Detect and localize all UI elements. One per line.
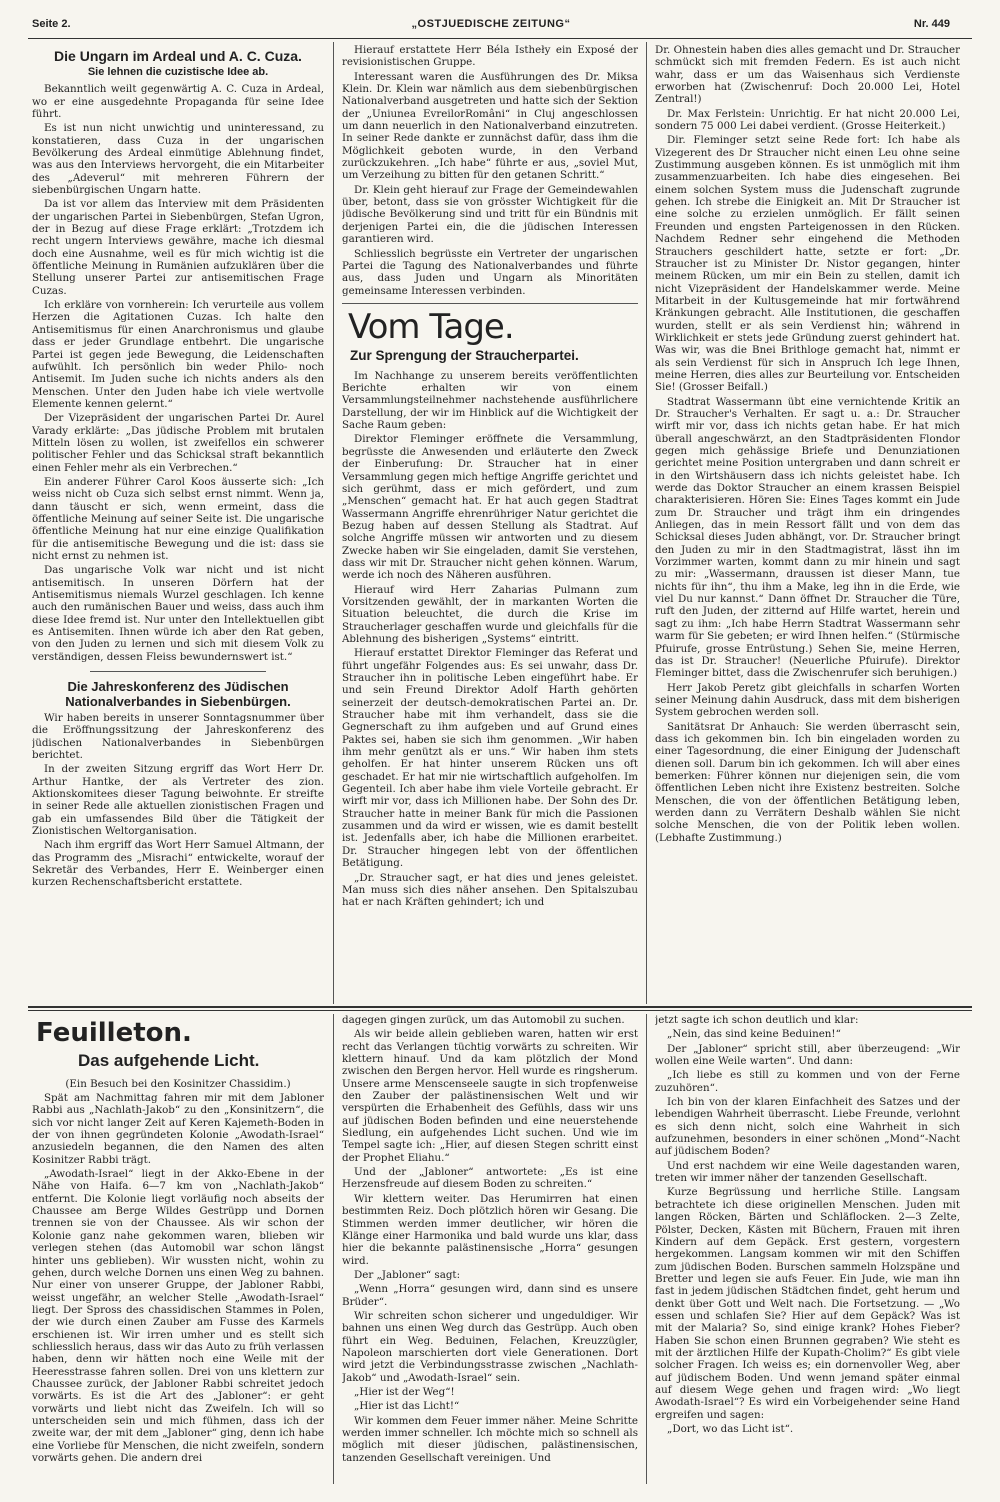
article-subheading: Sie lehnen die cuzistische Idee ab. (87, 66, 269, 79)
feuilleton-column-2 (342, 1014, 638, 1484)
paragraph: dagegen gingen zurück, um das Automobil zu suchen. (342, 1014, 625, 1026)
paragraph: „Hier ist der Weg“! (354, 1385, 455, 1398)
paragraph: Wir klettern weiter. Das Herumirren hat einen bestimmten Reiz. Doch plötzlich hören wir Gesang. Die Stimmen werden immer deutlicher, wir hören die Klänge einer Harmonika und bald wurde uns klar, dass hier die bekannte palästinensische „Horra“ gesungen wird. (342, 1192, 638, 1267)
paragraph: Stadtrat Wassermann übt eine vernichtende Kritik an Dr. Straucher's Verhalten. Er sagt u. a.: Dr. Straucher wirft mir vor, dass ich nichts getan habe. Er hat mich überall angeschwärzt, an den Stadtpräsidenten Flondor gegen mich gehässige Briefe und Denunziationen gerichtet meine Position untergraben und dann schreit er in den Wirtshäusern dass ich nichts geleistet habe. Ich werde das Doktor Straucher an einem krassen Beispiel charakterisieren. Hören Sie: Eines Tages kommt ein Jude zum Dr. Straucher und trägt ihm ein dringendes Anliegen, das in mein Ressort fällt und von dem das Schicksal dieses Juden abhängt, vor. Dr. Straucher bringt den Juden zu mir in den Stadtmagistrat, lässt ihn im Vorzimmer warten, kommt dann zu mir hinein und sagt zu mir: „Wassermann, draussen ist dieser Mann, tue nichts für ihn“, thu ihm a Make, leg ihn in die Erde, wie viel Du nur kannst.“ Dann öffnet Dr. Straucher die Türe, ruft den Juden, der zitternd auf Hilfe wartet, herein und sagt zu ihm: „Ich habe Herrn Stadtrat Wassermann sehr warm für Sie gebeten; er wird Ihnen helfen.“ (Stürmische Pfuirufe, grosse Entrüstung.) Sehen Sie, meine Herren, das ist Dr. Straucher! (Neuerliche Pfuirufe). Direktor Fleminger bittet, dass die Zwischenrufer sich beruhigen.) (655, 395, 960, 680)
paragraph: Das ungarische Volk war nicht und ist nicht antisemitisch. In unseren Dörfern hat der Antisemitismus niemals Wurzel geschlagen. Ich kenne auch den rumänischen Bauer und weiss, dass auch ihm diese Idee fremd ist. Nur unter den Intellektuellen gibt es Antisemiten. Ihnen würde ich aber den Rat geben, von den Juden zu lernen und sich mit diesem Volk zu verständigen, dessen Fleiss bewundernswert ist.“ (32, 564, 324, 663)
paragraph: Und der „Jabloner“ antwortete: „Es ist eine Herzensfreude auf diesem Boden zu schreiten.“ (342, 1166, 638, 1191)
paragraph: Bekanntlich weilt gegenwärtig A. C. Cuza in Ardeal, wo er eine ausgedehnte Propaganda für seine Idee führt. (32, 83, 324, 120)
paragraph: Dr. Ohnestein haben dies alles gemacht und Dr. Straucher schmückt sich mit fremden Federn. Es ist auch nicht wahr, dass er um das Waisenhaus sich Verdienste erworben hat (Zwischenruf: Doch 20.000 Lei, Hotel Zentral!) (655, 44, 960, 106)
paragraph: Kurze Begrüssung und herrliche Stille. Langsam betrachtete ich diese originellen Menschen. Juden mit langen Röcken, Bärten und Schläflocken. 2—3 Zelte, Pölster, Decken, Kästen mit Büchern, Frauen mit ihren Kindern auf dem Gepäck. Erst gestern, vorgestern hergekommen. Langsam kommen wir mit den Schiffen zum jüdischen Boden. Burschen sammeln Holzspäne und Bretter und legen sie aufs Feuer. Ein Jude, wie man ihn fast in jedem jüdischen Städtchen findet, geht herum und denkt über Gott und Welt nach. Die Fortsetzung. — „Wo essen und schlafen Sie? Hier auf dem Gepäck? Was ist mit der Malaria? So, sind einige krank? Hohes Fieber? Haben Sie schon einen Brunnen gegraben? Wie steht es mit der ärztlichen Hilfe der Kupath-Cholim?“ Es gibt viele solcher Fragen. Ich weiss es; ein dornenvoller Weg, aber auf jüdischem Boden. Und wenn jemand später einmal auf diesem Wege gehen und fragen wird: „Wo liegt Awodath-Israel“? Es wird ein Vorbeigehender seine Hand ergreifen und sagen: (655, 1186, 960, 1421)
paragraph: „Nein, das sind keine Beduinen!“ (667, 1028, 841, 1041)
paragraph: Sanitätsrat Dr Anhauch: Sie werden überrascht sein, dass ich gekommen bin. Ich bin eingeladen worden zu einer Tagesordnung, die einer Einigung der Judenschaft dienen soll. Darum bin ich gekommen. Ich will aber eines bemerken: Führer können nur diejenigen sein, die vom öffentlichen Leben nicht ihre Existenz bestreiten. Solche Menschen, die von der öffentlichen Betätigung leben, werden dann zu Verrätern Deshalb wählen Sie nicht solche Menschen, die von der Politik leben wollen. (Lebhafte Zustimmung.) (655, 720, 960, 844)
column-rule (646, 1014, 647, 1484)
article-heading: Die Ungarn im Ardeal und A. C. Cuza. (54, 48, 302, 64)
paragraph: „Wenn „Horra“ gesungen wird, dann sind es unsere Brüder“. (342, 1283, 638, 1308)
paragraph: Wir haben bereits in unserer Sonntagsnummer über die Eröffnungssitzung der Jahreskonferenz des jüdischen Nationalverbandes in Siebenbürgen berichtet. (32, 711, 324, 761)
paragraph: Dr. Klein geht hierauf zur Frage der Gemeindewahlen über, betont, dass sie von grösster Wichtigkeit für die jüdische Bevölkerung sind und tritt für ein Bündnis mit derjenigen Partei ein, die die jüdischen Interessen garantieren wird. (342, 183, 638, 246)
feuilleton-rule (28, 1010, 972, 1011)
paragraph: jetzt sagte ich schon deutlich und klar: (655, 1014, 859, 1026)
article-column-2 (342, 44, 638, 1002)
article-separator (90, 671, 265, 672)
paragraph: Der „Jabloner“ sagt: (354, 1268, 461, 1281)
paragraph: Der „Jabloner“ spricht still, aber überzeugend: „Wir wollen eine Weile warten“. Und dann: (655, 1042, 960, 1068)
page-header (32, 18, 950, 40)
article-separator (342, 303, 638, 304)
paragraph: Und erst nachdem wir eine Weile dagestanden waren, treten wir immer näher der tanzenden Gesellschaft. (655, 1159, 960, 1185)
paragraph: „Awodath-Israel“ liegt in der Akko-Ebene in der Nähe von Haifa. 6—7 km von „Nachlath-Jakob“ entfernt. Die Kolonie liegt vorläufig noch abseits der Chaussee am Berge Wildes Gestrüpp und Dornen trennen sie von der Chaussee. Als wir schon der Kolonie ganz nahe gekommen waren, blieben wir verlegen stehen (das Automobil war schon längst hinter uns geblieben). Wir wussten nicht, wohin zu gehen, durch welche Dornen uns einen Weg zu bahnen. Nur einer von unserer Gruppe, der Jabloner Rabbi, weisst ungefähr, an welcher Stelle „Awodath-Israel“ liegt. Der Spross des chassidischen Stammes in Polen, der wie durch einen Zauber am Fusse des Karmels erschienen ist. Wir irren umher und es stellt sich schliesslich heraus, dass wir das Auto zu früh verlassen haben, denn wir hätten noch eine Weile mit der Heeresstrasse fahren sollen. Drei von uns klettern zur Chaussee zurück, der Jabloner Rabbi schreitet jedoch vorwärts. Es ist die Art des „Jabloner“: er geht vorwärts und liebt nicht das Zweifeln. Ich will so unterscheiden sein und mich fühmen, dass ich der zweite war, der mit dem „Jabloner“ ging, denn ich habe eine Vorliebe für Menschen, die nicht zweifeln, sondern vorwärts gehen. Die andern drei (32, 1168, 324, 1464)
paragraph: Dir. Fleminger setzt seine Rede fort: Ich habe als Vizegerent des Dr Straucher nicht einen Leu ohne seine Zustimmung ausgeben können. Es ist unmöglich mit ihm zusammenzuarbeiten. Ich habe dies eingesehen. Bei einem solchen System muss die Judenschaft zugrunde gehen. Ich strebe die Einigkeit an. Mit Dr Straucher ist eine solche zu erzielen unmöglich. Er fällt seinen Freunden und engsten Parteigenossen in den Rücken. Nachdem Redner sehr eingehend die Methoden Strauchers geschildert hatte, setzte er fort: „Dr. Straucher ist zu Minister Dr. Nistor gegangen, hinter meinem Rücken, um mir ein Bein zu stellen, damit ich nicht Vizepräsident der Handelskammer werde. Meine Mitarbeit in der Kultusgemeinde hat mir fortwährend Kränkungen gebracht. Alle Institutionen, die geschaffen wurden, stellt er als sein Verdienst hin; während in Wirklichkeit er stets jede Gründung zuerst gehindert hat. Was wir, was die Bnei Brithloge gemacht hat, nimmt er als sein Verdienst für sich in Anspruch Ich lege Ihnen, meine Herren, dies alles zur Beurteilung vor. Entscheiden Sie! (Grosser Beifall.) (655, 134, 960, 394)
paragraph: Der Vizepräsident der ungarischen Partei Dr. Aurel Varady erklärte: „Das jüdische Problem mit brutalen Mitteln lösen zu wollen, ist zweifellos ein schwerer politischer Fehler und das Schicksal straft bekanntlich einen Fehler mehr als ein Verbrechen.“ (32, 412, 324, 474)
paragraph: Wir schreiten schon sicherer und ungeduldiger. Wir bahnen uns einen Weg durch das Gestrüpp. Auch oben führt ein Weg. Beduinen, Felachen, Kreuzzügler, Napoleon marschierten dort viele Generationen. Dort wird jetzt die Verbindungsstrasse zwischen „Nachlath-Jakob“ und „Awodath-Israel“ sein. (342, 1309, 638, 1384)
feuilleton-column-1 (32, 1014, 324, 1484)
paragraph: Interessant waren die Ausführungen des Dr. Miksa Klein. Dr. Klein war nämlich aus dem siebenbürgischen Nationalverband ausgetreten und hatte sich der Sektion der „Uniunea EvreilorRomâni“ in Cluj angeschlossen um dann neuerlich in den Nationalverband einzutreten. In seiner Rede dankte er zunnächst dafür, dass ihm die Möglichkeit geboten wurde, in den Verband zurückzukehren. „Ich habe“ führte er aus, „soviel Mut, um Verzeihung zu bitten für den getanen Schritt.“ (342, 70, 638, 182)
feuilleton-column-3 (655, 1014, 960, 1484)
column-rule (646, 42, 647, 1004)
paragraph: Es ist nun nicht unwichtig und uninteressand, zu konstatieren, dass Cuza in der ungarischen Bevölkerung des Ardeal einmütige Ablehnung findet, was aus den Interviews hervorgeht, die ein Mitarbeiter des „Adeverul“ mit mehreren Führern der siebenbürgischen Ungarn hatte. (32, 122, 324, 197)
paragraph: „Dr. Straucher sagt, er hat dies und jenes geleistet. Man muss sich dies näher ansehen. Den Spitalszubau hat er nach Kräften gehindert; ich und (342, 871, 638, 909)
paragraph: Ich erkläre von vornherein: Ich verurteile aus vollem Herzen die Agitationen Cuzas. Ich halte den Antisemitismus für einen Anarchronismus und glaube dass er jeder Grundlage entbehrt. Die ungarische Partei ist gegen jede Bewegung, die Leidenschaften aufwühlt. Ich persönlich bin weder Philo- noch Antisemit. Im Juden suche ich nichts anders als den Menschen. Unter den Juden habe ich viele wertvolle Elemente kennen gelernt.“ (32, 299, 324, 410)
paragraph: In der zweiten Sitzung ergriff das Wort Herr Dr. Arthur Hantke, der als Vertreter des zion. Aktionskomitees dieser Tagung beiwohnte. Er streifte in seiner Rede alle aktuellen zionistischen Fragen und gab ein umfassendes Bild über die Tätigkeit der Zionistischen Weltorganisation. (32, 763, 324, 838)
paragraph: Wir kommen dem Feuer immer näher. Meine Schritte werden immer schneller. Ich möchte mich so schnell als möglich mit dieser jüdischen, palästinensischen, tanzenden Gesellschaft vereinigen. Und (342, 1414, 638, 1464)
feuilleton-title: Das aufgehende Licht. (78, 1051, 260, 1071)
paragraph: Hierauf erstattete Herr Béla Istheły ein Exposé der revisionistischen Gruppe. (342, 44, 638, 69)
article-heading: Die Jahreskonferenz des Jüdischen Nationalverbandes in Siebenbürgen. (65, 679, 291, 710)
paragraph: Herr Jakob Peretz gibt gleichfalls in scharfen Worten seiner Meinung dahin Ausdruck, dass mit dem bisherigen System gebrochen werden soll. (655, 681, 960, 719)
paragraph: „Hier ist das Licht!“ (354, 1400, 460, 1413)
newspaper-title: „OSTJUEDISCHE ZEITUNG“ (411, 18, 571, 30)
article-column-3 (655, 44, 960, 1002)
article-heading: Zur Sprengung der Straucherpartei. (350, 347, 579, 363)
header-rule (28, 38, 972, 39)
paragraph: Im Nachhange zu unserem bereits veröffentlichten Berichte erhalten wir von einem Versammlungsteilnehmer nachstehende ausführlichere Darstellung, der wir im Hinblick auf die Wichtigkeit der Sache Raum geben: (342, 369, 638, 432)
feuilleton-rule (28, 1006, 972, 1008)
section-heading: Vom Tage. (348, 306, 514, 347)
column-rule (333, 42, 334, 1004)
feuilleton-heading: Feuilleton. (36, 1018, 192, 1048)
paragraph: Schliesslich begrüsste ein Vertreter der ungarischen Partei die Tagung des Nationalverbandes und führte aus, dass Juden und Ungarn als Minoritäten gemeinsame Interessen verbinden. (342, 247, 638, 297)
paragraph: Hierauf erstattet Direktor Fleminger das Referat und führt ungefähr Folgendes aus: Es sei unwahr, dass Dr. Straucher ihn in politische Leben eingeführt habe. Er und sein Freund Direktor Adolf Harth gehörten seinerzeit der deutsch-demokratischen Partei an. Dr. Straucher habe mit ihm verhandelt, dass sie die Gegnerschaft zu ihm aufgeben und auf Grund eines Paktes sei, haben sie sich ihm genommen. „Wir haben ihm mehr genützt als er uns.“ Wir haben ihm stets geholfen. Er hat hinter unserem Rücken uns oft geschadet. Er hat mir nie wirtschaftlich aufgeholfen. Im Gegenteil. Ich aber habe ihm viele Vorteile gebracht. Er wirft mir vor, dass ich Millionen habe. Der Sohn des Dr. Straucher hatte in meiner Bank für mich die Passionen zusammen und da wird er wissen, wie es damit bestellt ist. Jedenfalls aber, ich habe die Millionen erarbeitet. Dr. Straucher hingegen lebt von der öffentlichen Betätigung. (342, 647, 638, 870)
article-column-1 (32, 44, 324, 1002)
paragraph: Da ist vor allem das Interview mit dem Präsidenten der ungarischen Partei in Siebenbürgen, Stefan Ugron, der in Bezug auf diese Frage erklärt: „Trotzdem ich recht ungern Interviews gewähre, mache ich diesmal doch eine Ausnahme, weil es für mich wichtig ist die öffentliche Meinung in Rumänien aufzuklären über die Stellung unserer Partei zur antisemitischen Frage Cuzas. (32, 198, 324, 297)
column-rule (333, 1014, 334, 1484)
paragraph: „Dort, wo das Licht ist“. (667, 1423, 794, 1435)
feuilleton-subtitle: (Ein Besuch bei den Kosinitzer Chassidim.) (65, 1077, 291, 1090)
paragraph: „Ich liebe es still zu kommen und von der Ferne zuzuhören“. (655, 1069, 960, 1094)
paragraph: Als wir beide allein geblieben waren, hatten wir erst recht das Verlangen tüchtig vorwärts zu schreiten. Wir klettern hinauf. Und da kam plötzlich der Mond zwischen den Bergen hervor. Hell wurde es ringsherum. Unsere arme Menscenseele saugte in sich tropfenweise den Zauber der palästinensischen Welt und wir verspürten die Erhabenheit des Gefühls, dass wir uns auf jüdischen Boden befinden und eine neuerstehende Siedlung, ein aufgehendes Licht suchen. Und wie im Tempel sagte ich: „Hier, auf diesen Stegen schritt einst der Prophet Eliahu.“ (342, 1028, 638, 1164)
paragraph: Dr. Max Ferlstein: Unrichtig. Er hat nicht 20.000 Lei, sondern 75 000 Lei dabei verdient. (Grosse Heiterkeit.) (655, 107, 960, 133)
paragraph: Ein anderer Führer Carol Koos äusserte sich: „Ich weiss nicht ob Cuza sich selbst ernst nimmt. Wenn ja, dann täuscht er sich, wenn ermeint, dass die öffentliche Meinung auf seiner Seite ist. Die ungarische öffentliche Meinung hat nur eine einzige Qualifikation für die antisemitische Bewegung und die ist: dass sie nicht ernst zu nehmen ist. (32, 475, 324, 562)
paragraph: Ich bin von der klaren Einfachheit des Satzes und der lebendigen Wahrheit überrascht. Liebe Freunde, verlohnt es sich denn nicht, solch eine Wahrheit in sich aufzunehmen, besonders in einer schönen „Mond“-Nacht auf jüdischem Boden? (655, 1096, 960, 1158)
issue-number: Nr. 449 (913, 18, 950, 30)
paragraph: Direktor Fleminger eröffnete die Versammlung, begrüsste die Anwesenden und erläuterte den Zweck der Einberufung: Dr. Straucher hat in einer Versammlung gegen mich heftige Angriffe gerichtet und sich gerühmt, dass er mich gefördert, und zum „Menschen“ gemacht hat. Er hat auch gegen Stadtrat Wassermann Angriffe ehrenrühriger Natur gerichtet die Bezug haben auf dessen Stellung als Stadtrat. Auf solche Angriffe müssen wir antworten und zu diesem Zwecke haben wir Sie eingeladen, damit Sie verstehen, dass wir mit Dr. Straucher nicht gehen können. Warum, werde ich noch des Näheren ausführen. (342, 433, 638, 582)
paragraph: Hierauf wird Herr Zaharias Pulmann zum Vorsitzenden gewählt, der in markanten Worten die Situation beleuchtet, die durch die Krise im Straucherlager geschaffen wurde und gleichfalls für die Ablehnung des bisherigen „Systems“ eintritt. (342, 583, 638, 645)
paragraph: Nach ihm ergriff das Wort Herr Samuel Altmann, der das Programm des „Misrachi“ entwickelte, worauf der Sekretär des Verbandes, Herr E. Weinberger einen kurzen Rechenschaftsbericht erstattete. (32, 839, 324, 889)
page-number: Seite 2. (32, 18, 71, 30)
paragraph: Spät am Nachmittag fahren mir mit dem Jabloner Rabbi aus „Nachlath-Jakob“ zu den „Konsinitzern“, die sich vor nicht langer Zeit auf Keren Kajemeth-Boden in der von ihnen gegründeten Kolonie „Awodath-Israel“ anzusiedeln begannen, die den Namen des alten Kosinitzer Rabbi trägt. (32, 1092, 324, 1166)
